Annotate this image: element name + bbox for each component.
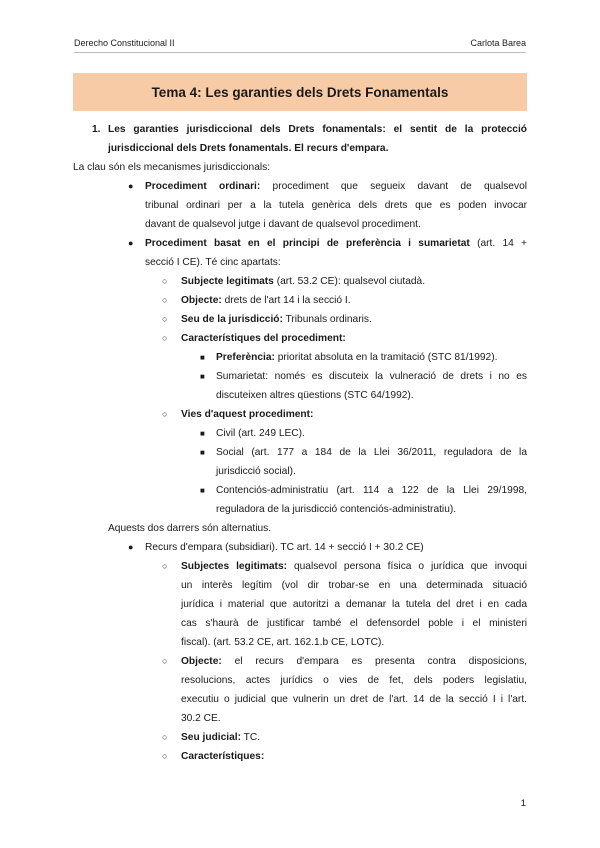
list-item-empara-seu bbox=[0, 728, 600, 747]
bullet-circle-icon: ○ bbox=[162, 276, 168, 286]
bullet-circle-icon: ○ bbox=[162, 295, 168, 305]
contencios-line1: Contenciós-administratiu (art. 114 a 122 de la Llei 29/1998, bbox=[216, 485, 527, 496]
preferent-label: Procediment basat en el principi de preferència i sumarietat bbox=[145, 238, 470, 249]
list-item-vies bbox=[0, 405, 600, 424]
ordinari-line2: tribunal ordinari per a la tutela genèrica dels drets que es poden invocar bbox=[145, 200, 527, 211]
bullet-square-icon: ■ bbox=[200, 486, 205, 495]
empara-subj-line5: fiscal). (art. 53.2 CE, art. 162.1.b CE, LOTC). bbox=[181, 637, 385, 648]
bullet-circle-icon: ○ bbox=[162, 656, 168, 666]
page-title bbox=[73, 73, 527, 111]
empara-subj-line1 bbox=[181, 557, 527, 576]
bullet-circle-icon: ○ bbox=[162, 314, 168, 324]
empara-seu-label: Seu judicial: bbox=[181, 732, 242, 743]
social-line1: Social (art. 177 a 184 de la Llei 36/2011, reguladora de la bbox=[216, 447, 527, 458]
empara-subj-text1: qualsevol persona física o jurídica que invoqui bbox=[287, 561, 527, 572]
subjecte-label: Subjecte legitimats bbox=[181, 276, 274, 287]
list-item-objecte bbox=[0, 291, 600, 310]
section-heading-text1: Les garanties jurisdiccional dels Drets fonamentals: el sentit de la protecció bbox=[108, 124, 527, 135]
list-item-empara bbox=[0, 538, 600, 557]
list-item-empara-objecte bbox=[0, 652, 600, 671]
civil-text: Civil (art. 249 LEC). bbox=[216, 428, 305, 439]
list-item-preferencia bbox=[0, 348, 600, 367]
intro-text: La clau són els mecanismes jurisdiccionals: bbox=[73, 162, 271, 173]
header-author: Carlota Barea bbox=[470, 38, 526, 48]
seu-label: Seu de la jurisdicció: bbox=[181, 314, 283, 325]
empara-seu-text: TC. bbox=[241, 732, 261, 743]
bullet-square-icon: ■ bbox=[200, 429, 205, 438]
ordinari-line1 bbox=[145, 177, 527, 196]
list-item-ordinari bbox=[0, 177, 600, 196]
bullet-circle-icon: ○ bbox=[162, 751, 168, 761]
section-number: 1. bbox=[92, 124, 101, 135]
alternatius-text: Aquests dos darrers són alternatius. bbox=[108, 523, 272, 534]
bullet-circle-icon: ○ bbox=[162, 409, 168, 419]
empara-obj-line3: executiu o judicial que vulnerin un dret de l'art. 14 de la secció I i l'art. bbox=[181, 694, 527, 705]
subjecte-text: (art. 53.2 CE): qualsevol ciutadà. bbox=[273, 276, 426, 287]
sumarietat-line2: discuteixen altres qüestions (STC 64/1992). bbox=[216, 390, 414, 401]
document-body bbox=[0, 120, 600, 766]
empara-subj-label: Subjectes legitimats: bbox=[181, 561, 288, 572]
preferent-text1: (art. 14 + bbox=[469, 238, 528, 249]
objecte-label: Objecte: bbox=[181, 295, 222, 306]
bullet-disc-icon: ● bbox=[128, 181, 134, 191]
empara-text: Recurs d'empara (subsidiari). TC art. 14 + secció I + 30.2 CE) bbox=[145, 542, 424, 553]
empara-obj-line1 bbox=[181, 652, 527, 671]
bullet-circle-icon: ○ bbox=[162, 333, 168, 343]
objecte-text: drets de l'art 14 i la secció I. bbox=[221, 295, 351, 306]
list-item-caracteristiques bbox=[0, 329, 600, 348]
ordinari-label: Procediment ordinari: bbox=[145, 181, 261, 192]
bullet-circle-icon: ○ bbox=[162, 732, 168, 742]
empara-subj-line3: jurídica i material que autoritzi a demanar la tutela del dret i en cada bbox=[181, 599, 527, 610]
list-item-empara-subjectes bbox=[0, 557, 600, 576]
bullet-square-icon: ■ bbox=[200, 448, 205, 457]
social-line2: jurisdicció social). bbox=[216, 466, 296, 477]
empara-obj-text1: el recurs d'empara es presenta contra disposicions, bbox=[221, 656, 527, 667]
list-item-contencios bbox=[0, 481, 600, 500]
preferent-line1 bbox=[145, 234, 527, 253]
preferencia-label: Preferència: bbox=[216, 352, 275, 363]
bullet-disc-icon: ● bbox=[128, 238, 134, 248]
list-item-empara-caracteristiques bbox=[0, 747, 600, 766]
list-item-seu bbox=[0, 310, 600, 329]
section-heading-line1 bbox=[0, 120, 600, 139]
header-divider bbox=[74, 52, 526, 53]
list-item-social bbox=[0, 443, 600, 462]
section-heading-line2: jurisdiccional dels Drets fonamentals. El recurs d'empara. bbox=[108, 143, 389, 154]
preferent-line2: secció I CE). Té cinc apartats: bbox=[145, 257, 281, 268]
sumarietat-line1: Sumarietat: només es discuteix la vulneració de drets i no es bbox=[216, 371, 527, 382]
empara-caract-label: Característiques: bbox=[181, 751, 265, 762]
empara-subj-line4: cas s'haurà de justificar també el defensordel poble i el ministeri bbox=[181, 618, 527, 629]
bullet-square-icon: ■ bbox=[200, 372, 205, 381]
ordinari-text1: procediment que segueix davant de qualsevol bbox=[260, 181, 527, 192]
bullet-square-icon: ■ bbox=[200, 353, 205, 362]
caracteristiques-label: Característiques del procediment: bbox=[181, 333, 346, 344]
empara-obj-label: Objecte: bbox=[181, 656, 222, 667]
list-item-sumarietat bbox=[0, 367, 600, 386]
ordinari-line3: davant de qualsevol jutge i davant de qualsevol procediment. bbox=[145, 219, 421, 230]
bullet-disc-icon: ● bbox=[128, 542, 134, 552]
page-number: 1 bbox=[520, 798, 526, 809]
list-item-civil bbox=[0, 424, 600, 443]
header-course: Derecho Constitucional II bbox=[74, 38, 175, 48]
bullet-circle-icon: ○ bbox=[162, 561, 168, 571]
empara-obj-line4: 30.2 CE. bbox=[181, 713, 221, 724]
seu-text: Tribunals ordinaris. bbox=[282, 314, 372, 325]
empara-subj-line2: un interès legítim (vol dir trobar-se en una determinada situació bbox=[181, 580, 527, 591]
empara-obj-line2: resolucions, actes jurídics o vies de fet, dels poders legislatiu, bbox=[181, 675, 527, 686]
list-item-preferent bbox=[0, 234, 600, 253]
contencios-line2: reguladora de la jurisdicció contenciós-administratiu). bbox=[216, 504, 457, 515]
page-title-text: Tema 4: Les garanties dels Drets Fonamentals bbox=[151, 84, 449, 100]
list-item-subjecte bbox=[0, 272, 600, 291]
preferencia-text: prioritat absoluta en la tramitació (STC 81/1992). bbox=[274, 352, 498, 363]
vies-label: Vies d'aquest procediment: bbox=[181, 409, 314, 420]
